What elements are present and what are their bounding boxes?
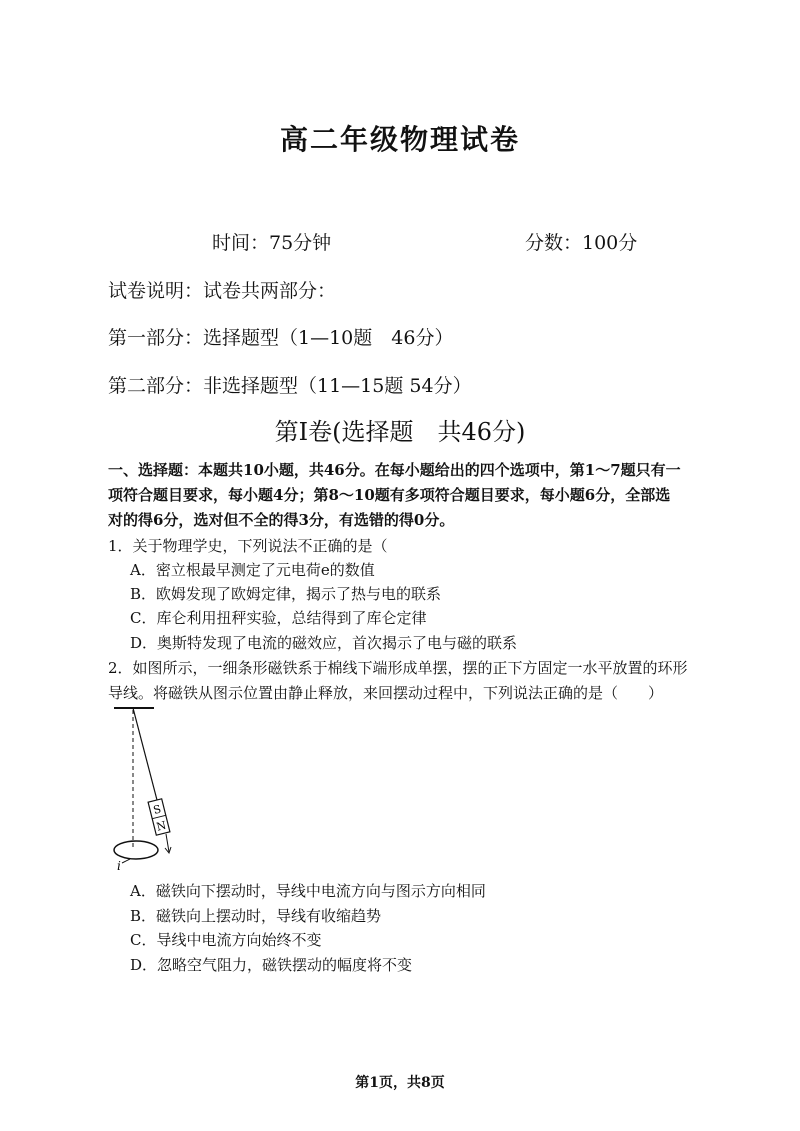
section-instructions bbox=[108, 458, 708, 533]
section-title: 第Ⅰ卷(选择题 共46分) bbox=[274, 418, 526, 446]
exam-part1: 第一部分：选择题型（1—10题 46分） bbox=[108, 327, 454, 349]
question-2-option-d: D．忽略空气阻力，磁铁摆动的幅度将不变 bbox=[130, 956, 413, 974]
question-2-option-c: C．导线中电流方向始终不变 bbox=[130, 931, 322, 949]
question-1-stem: 1．关于物理学史，下列说法不正确的是（ bbox=[108, 537, 388, 555]
question-2-stem-line: 2．如图所示，一细条形磁铁系于棉线下端形成单摆，摆的正下方固定一水平放置的环形 bbox=[108, 659, 688, 677]
exam-title: 高二年级物理试卷 bbox=[279, 123, 520, 156]
question-1-option-b: B．欧姆发现了欧姆定律，揭示了热与电的联系 bbox=[130, 585, 442, 603]
pendulum-string bbox=[133, 708, 157, 800]
question-2-option-a: A．磁铁向下摆动时，导线中电流方向与图示方向相同 bbox=[130, 882, 486, 900]
pendulum-figure bbox=[100, 700, 210, 875]
exam-time: 时间：75分钟 bbox=[212, 232, 332, 254]
current-arrow bbox=[122, 859, 130, 863]
magnet-n-label: N bbox=[155, 818, 168, 834]
bar-magnet bbox=[148, 799, 170, 835]
exam-score: 分数：100分 bbox=[525, 232, 638, 254]
magnet-s-label: S bbox=[151, 802, 163, 817]
question-2-option-b: B．磁铁向上摆动时，导线有收缩趋势 bbox=[130, 907, 382, 925]
instruction-line: 项符合题目要求，每小题4分；第8～10题有多项符合题目要求，每小题6分，全部选 bbox=[108, 486, 671, 504]
ring-conductor bbox=[114, 841, 158, 859]
exam-note: 试卷说明：试卷共两部分： bbox=[108, 280, 337, 302]
question-1-option-c: C．库仑利用扭秤实验，总结得到了库仑定律 bbox=[130, 609, 427, 627]
current-label: i bbox=[117, 859, 121, 873]
exam-part2: 第二部分：非选择题型（11—15题 54分） bbox=[108, 375, 472, 397]
question-1-option-d: D．奥斯特发现了电流的磁效应，首次揭示了电与磁的联系 bbox=[130, 634, 518, 652]
question-2-stem-line: 导线。将磁铁从图示位置由静止释放，来回摆动过程中，下列说法正确的是（ ） bbox=[108, 684, 664, 702]
instruction-line: 对的得6分，选对但不全的得3分，有选错的得0分。 bbox=[108, 511, 455, 529]
page-number: 第1页，共8页 bbox=[355, 1075, 445, 1091]
instruction-line: 一、选择题：本题共10小题，共46分。在每小题给出的四个选项中，第1～7题只有一 bbox=[108, 461, 681, 479]
question-1-option-a: A．密立根最早测定了元电荷e的数值 bbox=[130, 561, 375, 579]
